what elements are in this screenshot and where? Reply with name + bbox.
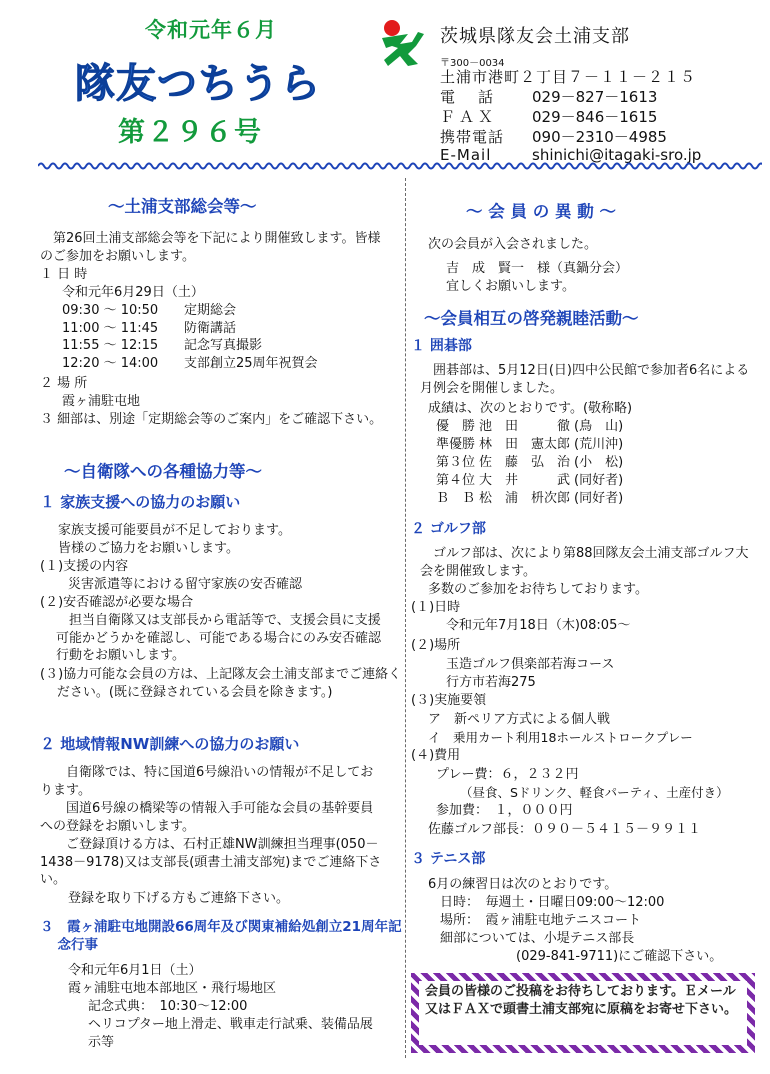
golf-place: 玉造ゴルフ倶楽部若海コース <box>446 657 615 672</box>
subheading-family-support: １ 家族支援への協力のお願い <box>40 493 241 511</box>
section-heading-member-changes: ～ 会 員 の 異 動 ～ <box>466 202 616 221</box>
golf-contact: 佐藤ゴルフ部長：０９０－５４１５－９９１１ <box>428 822 702 837</box>
member-regards: 宜しくお願いします。 <box>446 279 575 294</box>
newsletter-title: 隊友つちうら <box>75 61 321 107</box>
regional-nw-text: 国道6号線の橋梁等の情報入手可能な会員の基幹要員への登録をお願いします。 <box>40 801 374 834</box>
place-label: ２ 場 所 <box>40 376 88 391</box>
golf-club-text: 多数のご参加をお待ちしております。 <box>428 582 648 597</box>
contact-value: 090－2310－4985 <box>532 128 667 146</box>
support-item-text: 災害派遣等における留守家族の安否確認 <box>68 577 303 592</box>
schedule-list <box>62 302 382 372</box>
go-club-text: 成績は、次のとおりです。(敬称略) <box>428 401 633 416</box>
schedule-item: 11:00 ～ 11:45 防衛講話 <box>62 320 237 336</box>
family-support-text: 家族支援可能要員が不足しております。 <box>58 523 291 538</box>
golf-entry-fee: 参加費： １，０００円 <box>436 803 573 818</box>
tennis-place: 場所： 霞ヶ浦駐屯地テニスコート <box>440 913 641 928</box>
issue-number: 第２９６号 <box>118 117 263 148</box>
golf-fee: プレー費：６，２３２円 <box>436 767 579 782</box>
golf-club-text: ゴルフ部は、次により第88回隊友会土浦支部ゴルフ大会を開催致します。 <box>420 546 749 579</box>
table-row: 優 勝 池 田 徹 (鳥 山) <box>436 419 624 434</box>
support-item-text: 担当自衛隊又は支部長から電話等で、支援会員に支援可能かどうかを確認し、可能である場合にのみ安否確認行動をお願いします。 <box>56 613 382 663</box>
golf-rule: ア 新ペリア方式による個人戦 <box>428 712 611 727</box>
contact-fax: ＦＡＸ 029－846－1615 <box>440 108 658 126</box>
subheading-golf-club: ２ ゴルフ部 <box>411 521 486 537</box>
regional-nw-text: ご登録頂ける方は、石村正雄NW訓練担当理事(050－1438－9178)又は支部長(頭書土浦支部宛)までご連絡下さい。 <box>40 837 382 887</box>
table-row: 第４位 大 井 武 (同好者) <box>436 473 624 488</box>
anniversary-events: ヘリコプター地上滑走、戦車走行試乗、装備品展示等 <box>88 1017 373 1050</box>
table-row: 第３位 佐 藤 弘 治 (小 松) <box>436 455 624 470</box>
support-item-label: (２)安否確認が必要な場合 <box>40 595 194 610</box>
address: 土浦市港町２丁目７－１１－２１５ <box>440 68 697 86</box>
section-heading-member-activities: ～会員相互の啓発親睦活動～ <box>424 309 639 328</box>
general-meeting-intro: 第26回土浦支部総会等を下記により開催致します。皆様のご参加をお願いします。 <box>40 231 381 264</box>
wave-divider <box>38 160 762 172</box>
golf-address: 行方市若海275 <box>446 675 536 690</box>
meeting-date: 令和元年6月29日（土） <box>62 285 204 300</box>
contact-mobile: 携帯電話 090－2310－4985 <box>440 128 667 146</box>
org-name: 茨城県隊友会土浦支部 <box>440 26 630 47</box>
golf-item-label: (１)日時 <box>411 600 461 615</box>
submission-notice-box <box>411 973 755 1053</box>
anniversary-ceremony: 記念式典： 10:30～12:00 <box>88 999 248 1014</box>
column-divider <box>405 178 406 1058</box>
golf-item-label: (３)実施要領 <box>411 693 487 708</box>
go-results-table <box>436 418 627 508</box>
support-item-label: (１)支援の内容 <box>40 559 129 574</box>
regional-nw-text: 自衛隊では、特に国道6号線沿いの情報が不足しております。 <box>40 765 374 798</box>
contact-value: 029－846－1615 <box>532 108 658 126</box>
new-member: 吉 成 賢一 様（真鍋分会） <box>446 261 629 276</box>
table-row: 準優勝 林 田 憲太郎 (荒川沖) <box>436 437 624 452</box>
subheading-anniversary: ３ 霞ヶ浦駐屯地開設66周年及び関東補給処創立21周年記念行事 <box>40 919 402 953</box>
anniversary-date: 令和元年6月1日（土） <box>68 963 202 978</box>
schedule-item: 11:55 ～ 12:15 記念写真撮影 <box>62 338 263 353</box>
era-date: 令和元年６月 <box>145 18 277 42</box>
date-label: １ 日 時 <box>40 267 88 282</box>
go-club-text: 囲碁部は、5月12日(日)四中公民館で参加者6名による月例会を開催しました。 <box>420 363 750 396</box>
schedule-item: 12:20 ～ 14:00 支部創立25周年祝賀会 <box>62 355 318 371</box>
tennis-details: 細部については、小堤テニス部長 <box>440 931 635 946</box>
submission-notice-text: 会員の皆様のご投稿をお待ちしております。Ｅメール又はＦＡＸで頭書土浦支部宛に原稿をお寄せ下さい。 <box>425 984 738 1017</box>
subheading-tennis-club: ３ テニス部 <box>411 851 486 867</box>
golf-date: 令和元年7月18日（木)08:05～ <box>446 618 631 633</box>
regional-nw-text: 登録を取り下げる方もご連絡下さい。 <box>68 891 290 906</box>
tennis-text: 6月の練習日は次のとおりです。 <box>428 877 618 892</box>
tennis-phone: (029-841-9711)にご確認下さい。 <box>516 949 723 964</box>
org-logo-icon <box>378 18 430 68</box>
subheading-go-club: １ 囲碁部 <box>411 338 472 354</box>
golf-fee-includes: （昼食、Sドリンク、軽食パーティ、土産付き） <box>460 785 729 800</box>
contact-value: 029－827－1613 <box>532 88 658 106</box>
schedule-item: 09:30 ～ 10:50 定期総会 <box>62 303 237 318</box>
meeting-details: ３ 細部は、別途「定期総会等のご案内」をご確認下さい。 <box>40 412 383 427</box>
section-heading-sdf-cooperation: ～自衛隊への各種協力等～ <box>64 462 262 481</box>
golf-rule: イ 乗用カート利用18ホールストロークプレー <box>428 730 693 745</box>
contact-phone: 電 話 029－827－1613 <box>440 88 658 106</box>
golf-item-label: (２)場所 <box>411 638 461 653</box>
anniversary-place: 霞ヶ浦駐屯地本部地区・飛行場地区 <box>68 981 277 996</box>
subheading-regional-nw: ２ 地域情報NW訓練への協力のお願い <box>40 735 300 753</box>
contact-email: E-Mail shinichi@itagaki-sro.jp <box>440 146 702 164</box>
postal-code: 〒300－0034 <box>440 58 505 69</box>
member-changes-intro: 次の会員が入会されました。 <box>428 237 598 252</box>
section-heading-general-meeting: ～土浦支部総会等～ <box>108 197 257 216</box>
tennis-schedule: 日時： 毎週土・日曜日09:00～12:00 <box>440 895 665 910</box>
contact-value: shinichi@itagaki-sro.jp <box>532 146 702 164</box>
meeting-place: 霞ヶ浦駐屯地 <box>62 394 141 409</box>
table-row: Ｂ Ｂ 松 浦 枡次郎 (同好者) <box>436 491 624 506</box>
golf-item-label: (４)費用 <box>411 748 461 763</box>
family-support-text: 皆様のご協力をお願いします。 <box>58 541 239 556</box>
support-item-text: (３)協力可能な会員の方は、上記隊友会土浦支部までご連絡ください。(既に登録されている会員を除きます。) <box>40 667 402 700</box>
